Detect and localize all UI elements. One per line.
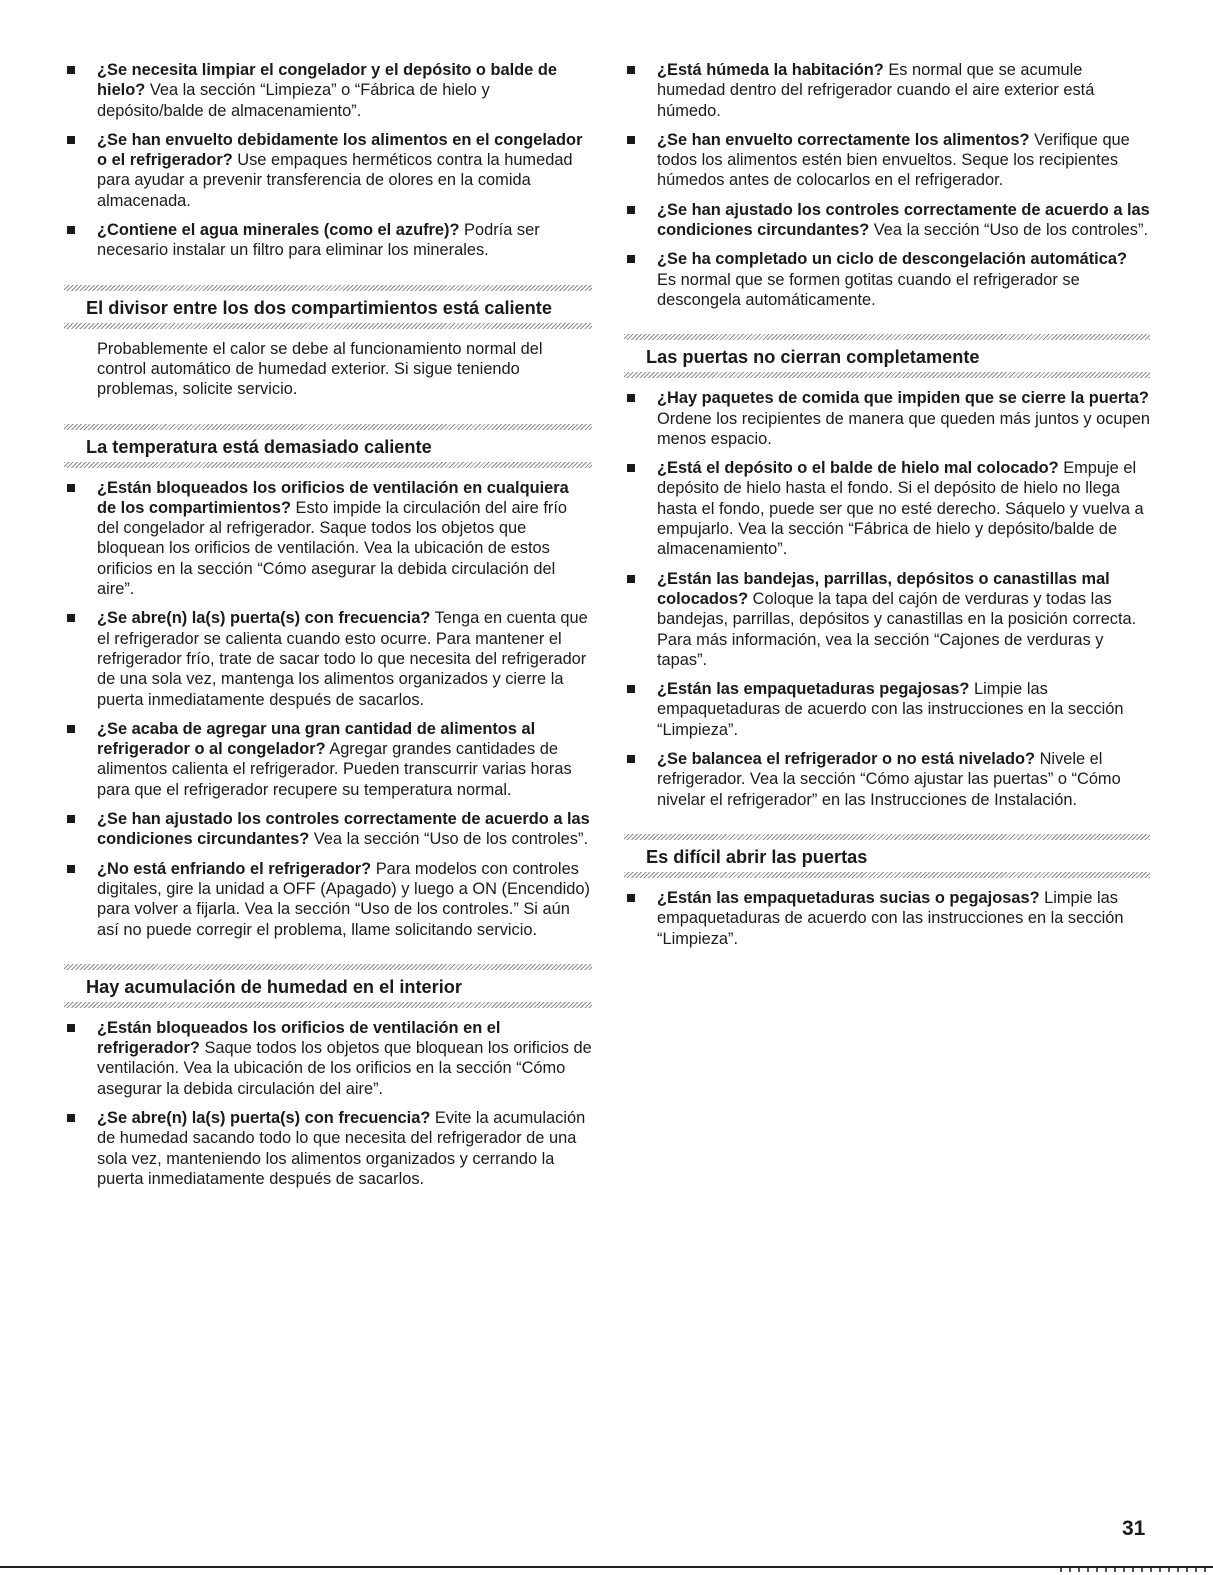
section-divisor (62, 285, 592, 400)
square-bullet-icon (627, 136, 635, 144)
list-item: ¿Se han envuelto correctamente los alimentos? Verifique que todos los alimentos estén bien envueltos. Seque los recipientes húmedos antes de colocarlos en el refrigerador. (622, 130, 1150, 191)
square-bullet-icon (67, 815, 75, 823)
page-number: 31 (1122, 1517, 1146, 1540)
left-column (62, 60, 592, 1198)
square-bullet-icon (627, 575, 635, 583)
square-bullet-icon (67, 136, 75, 144)
section-heading: La temperatura está demasiado caliente (86, 436, 432, 457)
square-bullet-icon (627, 685, 635, 693)
footer-dotted-mark (1060, 1568, 1210, 1572)
square-bullet-icon (627, 394, 635, 402)
list-item: ¿No está enfriando el refrigerador? Para modelos con controles digitales, gire la unidad a OFF (Apagado) y luego a ON (Encendido) para volver a fijarla. Vea la sección “Uso de los controles.” Si aún así no puede corregir el problema, llame solicitando servicio. (62, 859, 592, 940)
list-item: ¿Están las empaquetaduras pegajosas? Limpie las empaquetaduras de acuerdo con las instrucciones en la sección “Limpieza”. (622, 679, 1150, 740)
square-bullet-icon (67, 614, 75, 622)
square-bullet-icon (627, 894, 635, 902)
list-item: ¿Están las empaquetaduras sucias o pegajosas? Limpie las empaquetaduras de acuerdo con las instrucciones en la sección “Limpieza”. (622, 888, 1150, 949)
square-bullet-icon (67, 725, 75, 733)
square-bullet-icon (627, 464, 635, 472)
list-item: ¿Están bloqueados los orificios de ventilación en cualquiera de los compartimientos? Esto impide la circulación del aire frío del congelador al refrigerador. Saque todos los objetos que bloquean los orificios de ventilación. Vea la ubicación de estos orificios en la sección “Cómo asegurar la debida circulación del aire”. (62, 478, 592, 600)
square-bullet-icon (67, 484, 75, 492)
square-bullet-icon (627, 255, 635, 263)
section-heading: Hay acumulación de humedad en el interior (86, 976, 462, 997)
square-bullet-icon (67, 226, 75, 234)
list-item: ¿Se acaba de agregar una gran cantidad de alimentos al refrigerador o al congelador? Agregar grandes cantidades de alimentos calienta el refrigerador. Pueden transcurrir varias horas para que el refrigerador recupere su temperatura normal. (62, 719, 592, 800)
list-item: ¿Contiene el agua minerales (como el azufre)? Podría ser necesario instalar un filtro para eliminar los minerales. (62, 220, 592, 261)
list-item: ¿Están bloqueados los orificios de ventilación en el refrigerador? Saque todos los objetos que bloquean los orificios de ventilación. Vea la ubicación de los orificios en la sección “Cómo asegurar la debida circulación del aire”. (62, 1018, 592, 1099)
section-dificil (622, 834, 1150, 949)
list-item: ¿Se abre(n) la(s) puerta(s) con frecuencia? Tenga en cuenta que el refrigerador se calienta cuando esto ocurre. Para mantener el refrigerador frío, trate de sacar todo lo que necesita del refrigerador de una sola vez, mantenga los alimentos organizados y cierre la puerta inmediatamente después de sacarlos. (62, 608, 592, 709)
footer-divider (0, 1566, 1213, 1568)
section-heading: Es difícil abrir las puertas (646, 846, 868, 867)
square-bullet-icon (627, 755, 635, 763)
list-item: ¿Se han ajustado los controles correctamente de acuerdo a las condiciones circundantes? Vea la sección “Uso de los controles”. (62, 809, 592, 850)
list-item: ¿Se balancea el refrigerador o no está nivelado? Nivele el refrigerador. Vea la sección “Cómo ajustar las puertas” o “Cómo nivelar el refrigerador” en las Instrucciones de Instalación. (622, 749, 1150, 810)
list-item: ¿Hay paquetes de comida que impiden que se cierre la puerta? Ordene los recipientes de manera que queden más juntos y ocupen menos espacio. (622, 388, 1150, 449)
section-heading: Las puertas no cierran completamente (646, 347, 980, 368)
square-bullet-icon (627, 206, 635, 214)
list-item: ¿Se abre(n) la(s) puerta(s) con frecuencia? Evite la acumulación de humedad sacando todo lo que necesita del refrigerador de una sola vez, manteniendo los alimentos organizados y cerrando la puerta inmediatamente después de sacarlos. (62, 1108, 592, 1189)
square-bullet-icon (67, 1114, 75, 1122)
square-bullet-icon (67, 66, 75, 74)
list-item: ¿Se han ajustado los controles correctamente de acuerdo a las condiciones circundantes? Vea la sección “Uso de los controles”. (622, 200, 1150, 241)
section-humedad (62, 964, 592, 1189)
square-bullet-icon (67, 865, 75, 873)
right-column (622, 60, 1150, 958)
section-heading: El divisor entre los dos compartimientos está caliente (86, 297, 552, 318)
list-item: ¿Se necesita limpiar el congelador y el depósito o balde de hielo? Vea la sección “Limpieza” o “Fábrica de hielo y depósito/balde de almacenamiento”. (62, 60, 592, 121)
section-puertas (622, 334, 1150, 810)
list-item: ¿Se han envuelto debidamente los alimentos en el congelador o el refrigerador? Use empaques herméticos contra la humedad para ayudar a prevenir transferencia de olores en la comida almacenada. (62, 130, 592, 211)
list-item: ¿Está húmeda la habitación? Es normal que se acumule humedad dentro del refrigerador cuando el aire exterior está húmedo. (622, 60, 1150, 121)
square-bullet-icon (627, 66, 635, 74)
list-item: ¿Está el depósito o el balde de hielo mal colocado? Empuje el depósito de hielo hasta el fondo. Si el depósito de hielo no llega hasta el fondo, puede ser que no esté derecho. Sáquelo y vuelva a empujarlo. Vea la sección “Fábrica de hielo y depósito/balde de almacenamiento”. (622, 458, 1150, 559)
list-item: ¿Se ha completado un ciclo de descongelación automática? Es normal que se formen gotitas cuando el refrigerador se descongela automáticamente. (622, 249, 1150, 310)
section-temperatura (62, 424, 592, 940)
section-paragraph: Probablemente el calor se debe al funcionamiento normal del control automático de humedad exterior. Si sigue teniendo problemas, solicite servicio. (97, 339, 543, 399)
square-bullet-icon (67, 1024, 75, 1032)
list-item: ¿Están las bandejas, parrillas, depósitos o canastillas mal colocados? Coloque la tapa del cajón de verduras y todas las bandejas, parrillas, depósitos y canastillas en la posición correcta. Para más información, vea la sección “Cajones de verduras y tapas”. (622, 569, 1150, 670)
